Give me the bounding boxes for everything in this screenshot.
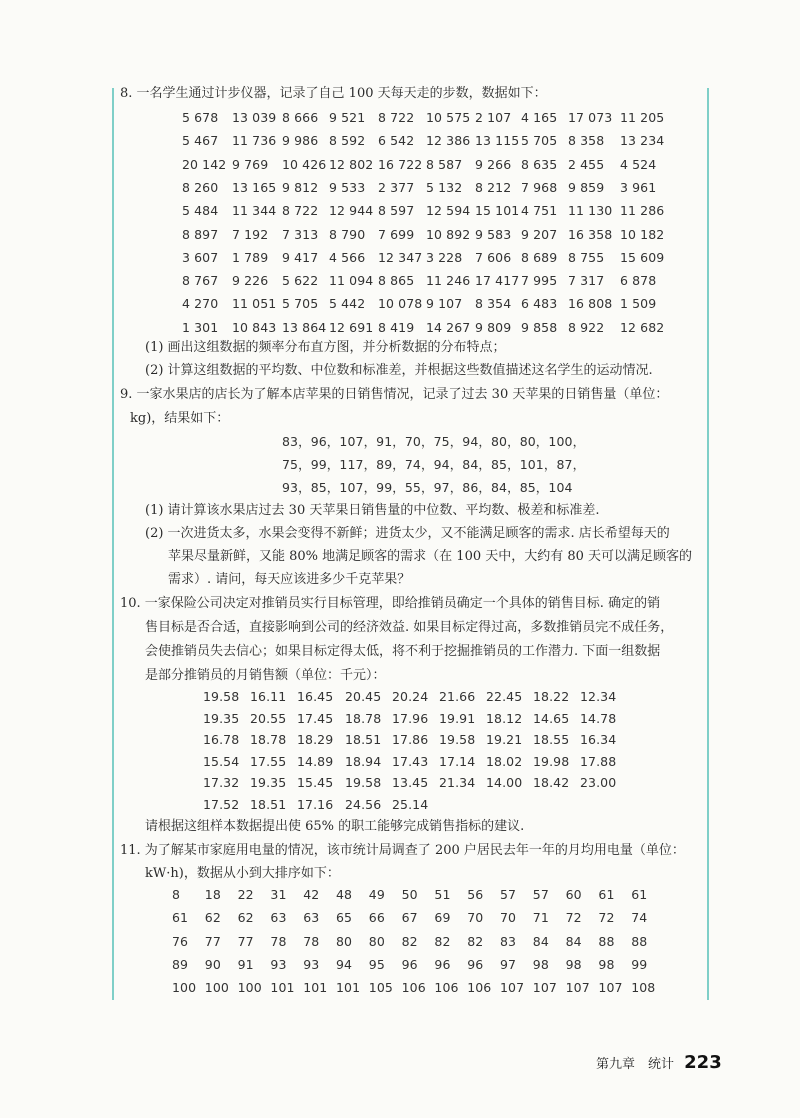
q10-data-cell: 18.51 xyxy=(250,797,287,812)
q8-data-cell: 2 455 xyxy=(568,156,605,172)
q11-data-cell: 61 xyxy=(172,910,189,926)
q8-data-cell: 4 751 xyxy=(521,203,558,219)
q11-data-cell: 93 xyxy=(270,956,287,972)
q10-data-cell: 17.43 xyxy=(392,753,429,769)
q8-data-cell: 8 767 xyxy=(182,273,219,289)
q11-data-cell: 80 xyxy=(336,933,353,949)
q11-data-cell: 98 xyxy=(598,956,615,972)
q8-data-cell: 8 592 xyxy=(329,133,366,149)
q8-data-cell: 6 542 xyxy=(378,133,415,149)
q8-data-cell: 8 897 xyxy=(182,226,219,242)
q8-data-cell: 17 417 xyxy=(475,273,520,289)
q11-data-cell: 106 xyxy=(434,980,459,996)
q8-data-cell: 7 313 xyxy=(282,226,319,242)
q10-data-cell: 21.66 xyxy=(439,689,476,704)
q10-data-cell: 20.55 xyxy=(250,710,287,726)
q11-data-cell: 42 xyxy=(303,887,320,902)
q11-data-cell: 106 xyxy=(467,980,492,996)
q8-data-cell: 9 521 xyxy=(329,110,366,125)
q11-data-cell: 74 xyxy=(631,910,648,926)
q9-data-line2: 75，99，117，89，74，94，84，85，101，87， xyxy=(282,457,586,472)
q11-data-cell: 63 xyxy=(303,910,320,926)
q8-data-cell: 2 107 xyxy=(475,110,512,125)
q10-data-cell: 16.34 xyxy=(580,732,617,748)
q10-data-cell: 17.16 xyxy=(297,797,334,812)
left-margin-line xyxy=(112,88,114,1000)
q8-data-cell: 8 597 xyxy=(378,203,415,219)
q8-data-cell: 8 755 xyxy=(568,249,605,265)
q8-data-cell: 9 812 xyxy=(282,179,319,195)
q8-data-cell: 3 228 xyxy=(426,249,463,265)
q10-data-cell: 18.94 xyxy=(345,753,382,769)
q10-data-cell: 17.52 xyxy=(203,797,240,812)
q11-intro-line2: kW·h)，数据从小到大排序如下： xyxy=(145,866,340,881)
q8-data-cell: 10 892 xyxy=(426,226,471,242)
q8-data-cell: 9 809 xyxy=(475,319,512,335)
q11-data-cell: 88 xyxy=(598,933,615,949)
q8-data-cell: 7 968 xyxy=(521,179,558,195)
q11-data-cell: 107 xyxy=(565,980,590,996)
q10-data-cell: 19.91 xyxy=(439,710,476,726)
q8-data-cell: 12 691 xyxy=(329,319,374,335)
q11-data-cell: 61 xyxy=(598,887,615,902)
q8-data-cell: 5 622 xyxy=(282,273,319,289)
q8-data-cell: 16 722 xyxy=(378,156,423,172)
q10-data-cell: 16.11 xyxy=(250,689,287,704)
q8-data-cell: 9 107 xyxy=(426,296,463,312)
q8-data-cell: 12 802 xyxy=(329,156,374,172)
q8-data-cell: 15 101 xyxy=(475,203,520,219)
q9-intro-line1: 9. 一家水果店的店长为了解本店苹果的日销售情况，记录了过去 30 天苹果的日销售量（单位： xyxy=(120,387,669,402)
q8-data-cell: 14 267 xyxy=(426,319,471,335)
q9-sub2-line2: 苹果尽量新鲜，又能 80% 地满足顾客的需求（在 100 天中，大约有 80 天可以满足顾客的 xyxy=(168,549,693,564)
q10-data-cell: 18.22 xyxy=(533,689,570,704)
q11-data-cell: 99 xyxy=(631,956,648,972)
q8-data-cell: 12 682 xyxy=(620,319,665,335)
q10-data-cell: 12.34 xyxy=(580,689,617,704)
q10-data-cell: 18.55 xyxy=(533,732,570,748)
q8-data-cell: 11 051 xyxy=(232,296,277,312)
q10-data-cell: 22.45 xyxy=(486,689,523,704)
q11-data-cell: 8 xyxy=(172,887,181,902)
q8-data-cell: 4 270 xyxy=(182,296,219,312)
chapter-label: 第九章 统计 xyxy=(596,1057,675,1072)
q11-data-cell: 77 xyxy=(204,933,221,949)
q10-data-cell: 19.58 xyxy=(203,689,240,704)
q11-intro-line1: 11. 为了解某市家庭用电量的情况，该市统计局调查了 200 户居民去年一年的月均用电量（单位： xyxy=(120,843,685,858)
q11-data-cell: 97 xyxy=(500,956,517,972)
q8-data-cell: 6 878 xyxy=(620,273,657,289)
q8-data-cell: 10 843 xyxy=(232,319,277,335)
q11-data-cell: 83 xyxy=(500,933,517,949)
q8-data-cell: 9 859 xyxy=(568,179,605,195)
q8-data-cell: 8 666 xyxy=(282,110,319,125)
q8-data-cell: 13 165 xyxy=(232,179,277,195)
q8-data-cell: 17 073 xyxy=(568,110,613,125)
q11-data-cell: 91 xyxy=(237,956,254,972)
q8-data-cell: 7 995 xyxy=(521,273,558,289)
q10-data-cell: 18.42 xyxy=(533,775,570,791)
q10-data-cell: 18.51 xyxy=(345,732,382,748)
q8-data-cell: 12 594 xyxy=(426,203,471,219)
q11-data-cell: 62 xyxy=(204,910,221,926)
q10-data-cell: 23.00 xyxy=(580,775,617,791)
q10-data-cell: 19.35 xyxy=(250,775,287,791)
q10-data-cell: 20.45 xyxy=(345,689,382,704)
q11-data-cell: 90 xyxy=(204,956,221,972)
q10-para-line4: 是部分推销员的月销售额（单位：千元）： xyxy=(145,668,386,683)
q10-data-cell: 17.45 xyxy=(297,710,334,726)
q10-data-cell: 18.29 xyxy=(297,732,334,748)
q10-data-cell: 15.45 xyxy=(297,775,334,791)
q10-data-cell: 17.96 xyxy=(392,710,429,726)
q8-data-cell: 16 808 xyxy=(568,296,613,312)
q8-data-cell: 8 722 xyxy=(378,110,415,125)
q8-data-cell: 15 609 xyxy=(620,249,665,265)
q8-data-cell: 8 689 xyxy=(521,249,558,265)
q10-data-cell: 17.32 xyxy=(203,775,240,791)
q11-data-cell: 62 xyxy=(237,910,254,926)
q11-data-cell: 101 xyxy=(336,980,361,996)
q11-data-cell: 78 xyxy=(270,933,287,949)
q8-data-cell: 13 039 xyxy=(232,110,277,125)
q11-data-cell: 31 xyxy=(270,887,287,902)
q11-data-cell: 66 xyxy=(368,910,385,926)
q11-data-cell: 84 xyxy=(565,933,582,949)
q10-data-cell: 18.78 xyxy=(345,710,382,726)
q8-data-cell: 10 078 xyxy=(378,296,423,312)
q8-data-cell: 5 705 xyxy=(521,133,558,149)
q10-data-cell: 14.89 xyxy=(297,753,334,769)
q10-data-cell: 13.45 xyxy=(392,775,429,791)
q10-data-cell: 15.54 xyxy=(203,753,240,769)
q8-data-cell: 8 922 xyxy=(568,319,605,335)
q11-data-cell: 18 xyxy=(204,887,221,902)
q11-data-cell: 71 xyxy=(532,910,549,926)
q11-data-cell: 98 xyxy=(532,956,549,972)
q11-data-cell: 82 xyxy=(401,933,418,949)
q8-data-cell: 12 944 xyxy=(329,203,374,219)
q8-data-cell: 4 566 xyxy=(329,249,366,265)
q11-data-cell: 105 xyxy=(368,980,393,996)
q8-data-cell: 9 266 xyxy=(475,156,512,172)
q11-data-cell: 100 xyxy=(237,980,262,996)
q8-data-cell: 7 699 xyxy=(378,226,415,242)
q11-data-cell: 89 xyxy=(172,956,189,972)
q8-data-cell: 11 094 xyxy=(329,273,374,289)
q11-data-cell: 96 xyxy=(401,956,418,972)
q10-data-cell: 19.35 xyxy=(203,710,240,726)
right-margin-line xyxy=(707,88,709,1000)
q10-data-cell: 25.14 xyxy=(392,797,429,812)
q10-data-cell: 16.78 xyxy=(203,732,240,748)
q8-data-cell: 8 212 xyxy=(475,179,512,195)
q8-data-cell: 13 864 xyxy=(282,319,327,335)
q11-data-cell: 106 xyxy=(401,980,426,996)
q9-data-line3: 93，85，107，99，55，97，86，84，85，104 xyxy=(282,480,573,495)
q8-data-cell: 3 961 xyxy=(620,179,657,195)
q8-data-cell: 6 483 xyxy=(521,296,558,312)
q11-data-cell: 69 xyxy=(434,910,451,926)
q8-data-cell: 5 132 xyxy=(426,179,463,195)
q11-data-cell: 72 xyxy=(565,910,582,926)
q10-end: 请根据这组样本数据提出使 65% 的职工能够完成销售指标的建议. xyxy=(145,819,525,834)
q8-data-cell: 10 575 xyxy=(426,110,471,125)
q8-data-cell: 8 354 xyxy=(475,296,512,312)
q10-data-cell: 17.55 xyxy=(250,753,287,769)
q10-data-cell: 19.58 xyxy=(439,732,476,748)
q11-data-cell: 51 xyxy=(434,887,451,902)
q8-data-cell: 8 419 xyxy=(378,319,415,335)
q8-data-cell: 9 769 xyxy=(232,156,269,172)
q11-data-cell: 70 xyxy=(467,910,484,926)
q8-data-cell: 11 205 xyxy=(620,110,665,125)
q10-data-cell: 14.78 xyxy=(580,710,617,726)
q8-data-cell: 11 130 xyxy=(568,203,613,219)
q8-data-cell: 11 246 xyxy=(426,273,471,289)
q10-data-cell: 19.58 xyxy=(345,775,382,791)
q8-data-cell: 4 165 xyxy=(521,110,558,125)
q11-data-cell: 94 xyxy=(336,956,353,972)
q11-data-cell: 65 xyxy=(336,910,353,926)
q8-data-cell: 8 790 xyxy=(329,226,366,242)
q8-data-cell: 8 587 xyxy=(426,156,463,172)
q11-data-cell: 107 xyxy=(500,980,525,996)
q11-data-cell: 60 xyxy=(565,887,582,902)
q8-data-cell: 12 386 xyxy=(426,133,471,149)
q8-data-cell: 8 358 xyxy=(568,133,605,149)
q8-data-cell: 8 260 xyxy=(182,179,219,195)
q11-data-cell: 22 xyxy=(237,887,254,902)
q10-data-cell: 24.56 xyxy=(345,797,382,812)
q8-data-cell: 7 192 xyxy=(232,226,269,242)
q8-sub1: (1) 画出这组数据的频率分布直方图，并分析数据的分布特点； xyxy=(145,340,506,355)
q10-data-cell: 16.45 xyxy=(297,689,334,704)
q11-data-cell: 70 xyxy=(500,910,517,926)
q8-data-cell: 16 358 xyxy=(568,226,613,242)
q10-data-cell: 18.02 xyxy=(486,753,523,769)
q10-para-line2: 售目标是否合适，直接影响到公司的经济效益. 如果目标定得过高，多数推销员完不成任务， xyxy=(145,620,674,635)
q11-data-cell: 108 xyxy=(631,980,656,996)
q8-data-cell: 7 317 xyxy=(568,273,605,289)
q11-data-cell: 78 xyxy=(303,933,320,949)
q11-data-cell: 84 xyxy=(532,933,549,949)
q8-data-cell: 9 226 xyxy=(232,273,269,289)
q8-data-cell: 11 344 xyxy=(232,203,277,219)
q8-data-cell: 7 606 xyxy=(475,249,512,265)
q11-data-cell: 93 xyxy=(303,956,320,972)
q8-data-cell: 5 442 xyxy=(329,296,366,312)
q9-intro-line2: kg)，结果如下： xyxy=(130,411,230,426)
q11-data-cell: 101 xyxy=(303,980,328,996)
q8-data-cell: 8 865 xyxy=(378,273,415,289)
q11-data-cell: 107 xyxy=(598,980,623,996)
q11-data-cell: 67 xyxy=(401,910,418,926)
q8-data-cell: 5 467 xyxy=(182,133,219,149)
q8-data-cell: 5 678 xyxy=(182,110,219,125)
q10-data-cell: 17.88 xyxy=(580,753,617,769)
q11-data-cell: 50 xyxy=(401,887,418,902)
q8-data-cell: 9 986 xyxy=(282,133,319,149)
q11-data-cell: 100 xyxy=(204,980,229,996)
q8-data-cell: 10 426 xyxy=(282,156,327,172)
q10-data-cell: 21.34 xyxy=(439,775,476,791)
q11-data-cell: 98 xyxy=(565,956,582,972)
q8-data-cell: 20 142 xyxy=(182,156,227,172)
q10-para-line1: 10. 一家保险公司决定对推销员实行目标管理，即给推销员确定一个具体的销售目标. 确定的销 xyxy=(120,596,661,611)
q8-intro: 8. 一名学生通过计步仪器，记录了自己 100 天每天走的步数，数据如下： xyxy=(120,86,547,101)
q10-data-cell: 14.65 xyxy=(533,710,570,726)
q11-data-cell: 96 xyxy=(434,956,451,972)
q8-data-cell: 8 722 xyxy=(282,203,319,219)
q10-data-cell: 18.12 xyxy=(486,710,523,726)
q11-data-cell: 100 xyxy=(172,980,197,996)
q8-data-cell: 5 484 xyxy=(182,203,219,219)
q8-data-cell: 1 789 xyxy=(232,249,269,265)
q8-data-cell: 1 509 xyxy=(620,296,657,312)
q10-data-cell: 14.00 xyxy=(486,775,523,791)
q10-data-cell: 18.78 xyxy=(250,732,287,748)
q8-data-cell: 4 524 xyxy=(620,156,657,172)
q10-data-cell: 19.98 xyxy=(533,753,570,769)
q9-data-line1: 83，96，107，91，70，75，94，80，80，100， xyxy=(282,434,586,449)
q8-data-cell: 13 115 xyxy=(475,133,520,149)
q8-data-cell: 11 286 xyxy=(620,203,665,219)
q9-sub1: (1) 请计算该水果店过去 30 天苹果日销售量的中位数、平均数、极差和标准差. xyxy=(145,503,600,518)
q8-data-cell: 12 347 xyxy=(378,249,423,265)
q11-data-cell: 88 xyxy=(631,933,648,949)
q8-data-cell: 1 301 xyxy=(182,319,219,335)
q11-data-cell: 101 xyxy=(270,980,295,996)
q10-data-cell: 17.86 xyxy=(392,732,429,748)
q8-data-cell: 8 635 xyxy=(521,156,558,172)
q9-sub2-line3: 需求）. 请问，每天应该进多少千克苹果？ xyxy=(168,572,411,587)
q11-data-cell: 49 xyxy=(368,887,385,902)
q8-data-cell: 11 736 xyxy=(232,133,277,149)
q8-data-cell: 10 182 xyxy=(620,226,665,242)
q10-data-cell: 19.21 xyxy=(486,732,523,748)
q10-data-cell: 17.14 xyxy=(439,753,476,769)
q11-data-cell: 96 xyxy=(467,956,484,972)
q11-data-cell: 76 xyxy=(172,933,189,949)
q8-data-cell: 9 858 xyxy=(521,319,558,335)
q8-data-cell: 9 417 xyxy=(282,249,319,265)
q8-data-cell: 5 705 xyxy=(282,296,319,312)
page-footer xyxy=(596,1052,722,1073)
q11-data-cell: 77 xyxy=(237,933,254,949)
q11-data-cell: 56 xyxy=(467,887,484,902)
q8-data-cell: 9 583 xyxy=(475,226,512,242)
q11-data-cell: 107 xyxy=(532,980,557,996)
q11-data-cell: 80 xyxy=(368,933,385,949)
q11-data-cell: 82 xyxy=(467,933,484,949)
q10-para-line3: 会使推销员失去信心；如果目标定得太低，将不利于挖掘推销员的工作潜力. 下面一组数据 xyxy=(145,644,661,659)
q8-data-cell: 3 607 xyxy=(182,249,219,265)
q10-data-cell: 20.24 xyxy=(392,689,429,704)
q11-data-cell: 57 xyxy=(500,887,517,902)
q8-data-cell: 9 207 xyxy=(521,226,558,242)
q11-data-cell: 57 xyxy=(532,887,549,902)
q11-data-cell: 82 xyxy=(434,933,451,949)
q9-sub2-line1: (2) 一次进货太多，水果会变得不新鲜；进货太少，又不能满足顾客的需求. 店长希望每天的 xyxy=(145,526,670,541)
q8-data-cell: 13 234 xyxy=(620,133,665,149)
q11-data-cell: 72 xyxy=(598,910,615,926)
page-number: 223 xyxy=(684,1052,722,1073)
q11-data-cell: 95 xyxy=(368,956,385,972)
q8-data-cell: 9 533 xyxy=(329,179,366,195)
q11-data-cell: 61 xyxy=(631,887,648,902)
q11-data-cell: 48 xyxy=(336,887,353,902)
q11-data-cell: 63 xyxy=(270,910,287,926)
q8-data-cell: 2 377 xyxy=(378,179,415,195)
q8-sub2: (2) 计算这组数据的平均数、中位数和标准差，并根据这些数值描述这名学生的运动情况. xyxy=(145,363,653,378)
